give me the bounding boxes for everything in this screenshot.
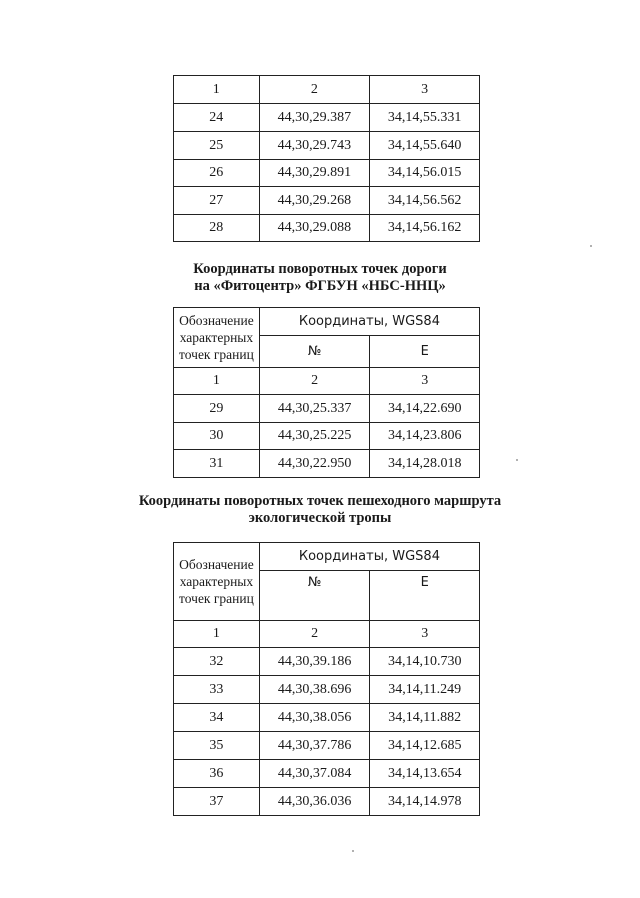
coord-n: 44,30,39.186 bbox=[259, 648, 370, 676]
col-number: 1 bbox=[174, 621, 260, 648]
section-title-line: экологической тропы bbox=[248, 510, 392, 526]
coord-e: 34,14,56.162 bbox=[370, 215, 480, 242]
table-number-row bbox=[174, 621, 480, 648]
point-id: 29 bbox=[174, 395, 260, 423]
coordinates-table-trail bbox=[173, 542, 480, 816]
point-id: 27 bbox=[174, 187, 260, 215]
coord-e: 34,14,56.015 bbox=[370, 160, 480, 187]
col-number: 1 bbox=[174, 76, 260, 104]
scan-speck bbox=[590, 245, 592, 247]
scan-speck bbox=[516, 459, 518, 461]
coord-e: 34,14,56.562 bbox=[370, 187, 480, 215]
col-number: 1 bbox=[174, 368, 260, 395]
coord-n: 44,30,29.891 bbox=[259, 160, 370, 187]
col-header-points: Обозначение характерных точек границ bbox=[174, 543, 260, 621]
table-header-row bbox=[174, 308, 480, 336]
coord-n: 44,30,29.387 bbox=[259, 104, 370, 132]
col-header-e: E bbox=[370, 571, 480, 621]
coord-n: 44,30,38.056 bbox=[259, 704, 370, 732]
table-row bbox=[174, 732, 480, 760]
coord-n: 44,30,37.786 bbox=[259, 732, 370, 760]
col-number: 3 bbox=[370, 76, 480, 104]
col-number: 3 bbox=[370, 621, 480, 648]
coord-e: 34,14,11.249 bbox=[370, 676, 480, 704]
col-header-n: № bbox=[259, 571, 370, 621]
table-row bbox=[174, 648, 480, 676]
point-id: 25 bbox=[174, 132, 260, 160]
point-id: 32 bbox=[174, 648, 260, 676]
point-id: 36 bbox=[174, 760, 260, 788]
coord-n: 44,30,29.268 bbox=[259, 187, 370, 215]
coord-e: 34,14,14.978 bbox=[370, 788, 480, 816]
col-header-coordinates: Координаты, WGS84 bbox=[259, 543, 479, 571]
coord-n: 44,30,25.225 bbox=[259, 423, 370, 450]
point-id: 37 bbox=[174, 788, 260, 816]
coord-e: 34,14,12.685 bbox=[370, 732, 480, 760]
point-id: 31 bbox=[174, 450, 260, 478]
point-id: 34 bbox=[174, 704, 260, 732]
table-row bbox=[174, 160, 480, 187]
col-number: 2 bbox=[259, 368, 370, 395]
table-row bbox=[174, 215, 480, 242]
point-id: 26 bbox=[174, 160, 260, 187]
coord-e: 34,14,55.331 bbox=[370, 104, 480, 132]
col-number: 3 bbox=[370, 368, 480, 395]
coord-e: 34,14,28.018 bbox=[370, 450, 480, 478]
section-title-road bbox=[0, 261, 640, 295]
section-title-line: на «Фитоцентр» ФГБУН «НБС-ННЦ» bbox=[194, 278, 446, 294]
coord-e: 34,14,22.690 bbox=[370, 395, 480, 423]
section-title-line: Координаты поворотных точек пешеходного маршрута bbox=[138, 493, 502, 509]
coord-n: 44,30,37.084 bbox=[259, 760, 370, 788]
coord-e: 34,14,10.730 bbox=[370, 648, 480, 676]
table-header-row bbox=[174, 543, 480, 571]
table-row bbox=[174, 760, 480, 788]
table-row bbox=[174, 132, 480, 160]
point-id: 33 bbox=[174, 676, 260, 704]
table-row bbox=[174, 450, 480, 478]
coord-e: 34,14,11.882 bbox=[370, 704, 480, 732]
table-row bbox=[174, 423, 480, 450]
col-number: 2 bbox=[259, 621, 370, 648]
coord-n: 44,30,29.088 bbox=[259, 215, 370, 242]
col-number: 2 bbox=[259, 76, 370, 104]
point-id: 30 bbox=[174, 423, 260, 450]
section-title-trail bbox=[0, 493, 640, 527]
table-number-row bbox=[174, 368, 480, 395]
coord-n: 44,30,36.036 bbox=[259, 788, 370, 816]
table-row bbox=[174, 676, 480, 704]
table-number-row bbox=[174, 76, 480, 104]
table-row bbox=[174, 788, 480, 816]
coord-n: 44,30,29.743 bbox=[259, 132, 370, 160]
table-row bbox=[174, 395, 480, 423]
table-row bbox=[174, 704, 480, 732]
coord-e: 34,14,23.806 bbox=[370, 423, 480, 450]
coord-n: 44,30,25.337 bbox=[259, 395, 370, 423]
coord-e: 34,14,55.640 bbox=[370, 132, 480, 160]
point-id: 35 bbox=[174, 732, 260, 760]
coord-e: 34,14,13.654 bbox=[370, 760, 480, 788]
col-header-points: Обозначение характерных точек границ bbox=[174, 308, 260, 368]
point-id: 24 bbox=[174, 104, 260, 132]
col-header-n: № bbox=[259, 336, 370, 368]
point-id: 28 bbox=[174, 215, 260, 242]
coordinates-table-continuation bbox=[173, 75, 480, 242]
coord-n: 44,30,22.950 bbox=[259, 450, 370, 478]
table-row bbox=[174, 187, 480, 215]
col-header-coordinates: Координаты, WGS84 bbox=[259, 308, 479, 336]
col-header-e: E bbox=[370, 336, 480, 368]
coord-n: 44,30,38.696 bbox=[259, 676, 370, 704]
coordinates-table-road bbox=[173, 307, 480, 478]
scan-speck bbox=[352, 850, 354, 852]
section-title-line: Координаты поворотных точек дороги bbox=[193, 261, 447, 277]
table-row bbox=[174, 104, 480, 132]
